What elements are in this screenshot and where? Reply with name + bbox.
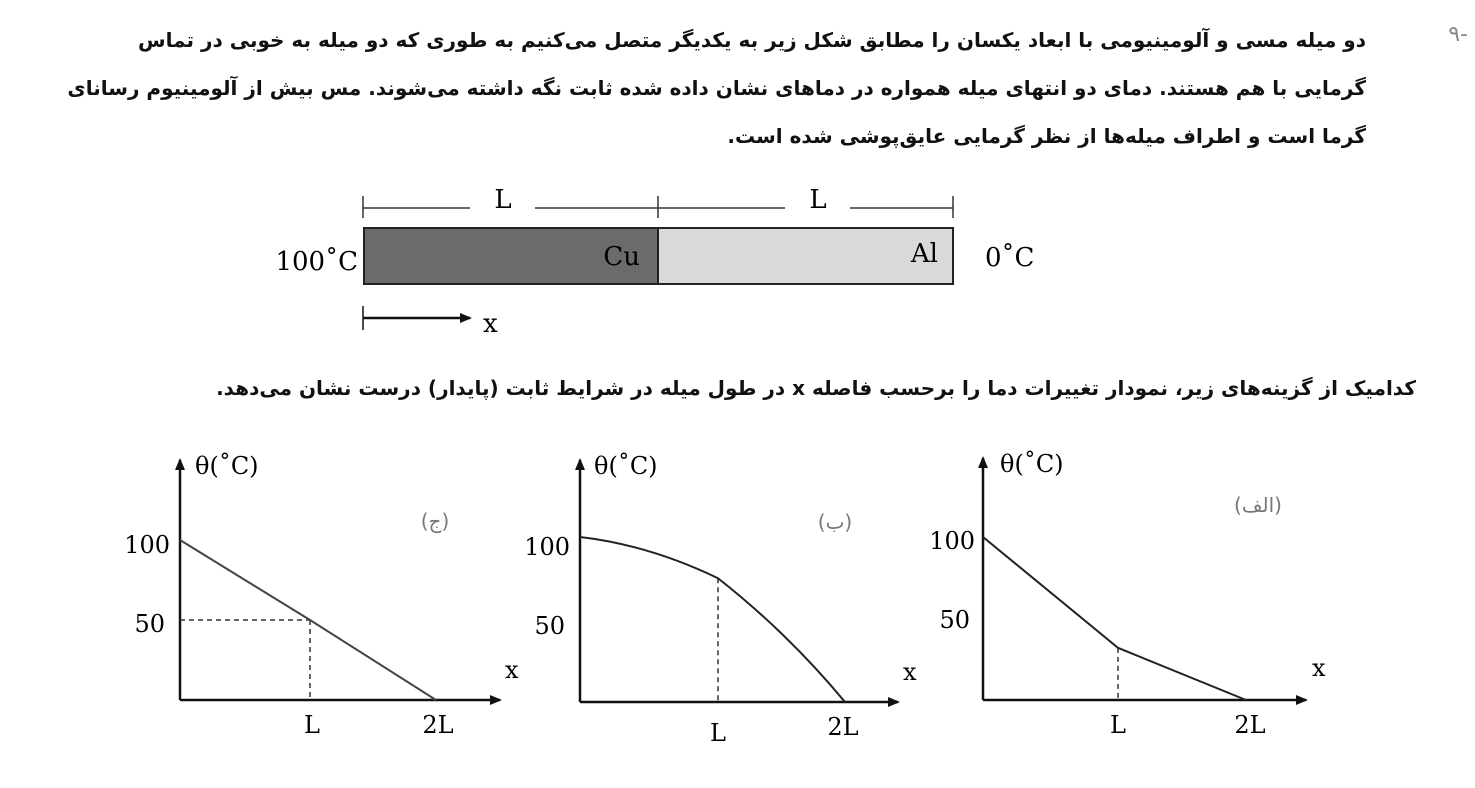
question-line-2: گرمایی با هم هستند. دمای دو انتهای میله همواره در دماهای نشان داده شده ثابت نگه داشته می‌شوند. مس بیش از آلومینیوم رسانای (67, 76, 1366, 100)
temperature-curve (580, 537, 845, 702)
y-axis-label: θ(˚C) (195, 452, 259, 480)
x-tick-L: L (1110, 711, 1126, 739)
y-tick-50: 50 (134, 610, 165, 638)
option-label: (ب) (817, 510, 853, 534)
aluminum-label: Al (910, 239, 938, 269)
copper-label: Cu (603, 242, 640, 272)
x-axis-label: x (1312, 654, 1326, 682)
question-number: -۹ (1448, 22, 1468, 47)
x-arrow-label: x (483, 309, 498, 339)
question-prompt: کدامیک از گزینه‌های زیر، نمودار تغییرات دما را برحسب فاصله x در طول میله در شرایط ثابت (پایدار) درست نشان می‌دهد. (216, 376, 1416, 400)
graph-option-b (524, 452, 917, 747)
x-tick-L: L (304, 711, 320, 739)
temperature-curve (983, 537, 1246, 700)
option-label: (الف) (1234, 493, 1282, 517)
aluminum-rod (658, 228, 953, 284)
graph-option-a (929, 450, 1326, 739)
x-axis-label: x (903, 658, 917, 686)
length-label-left: L (494, 185, 512, 215)
y-tick-50: 50 (939, 606, 970, 634)
y-axis-label: θ(˚C) (1000, 450, 1064, 478)
left-temperature: 100˚C (275, 247, 358, 277)
x-axis-label: x (505, 656, 519, 684)
y-tick-100: 100 (524, 533, 570, 561)
x-tick-2L: 2L (1234, 711, 1266, 739)
y-tick-100: 100 (124, 531, 170, 559)
right-temperature: 0˚C (985, 243, 1035, 273)
option-label: (ج) (420, 509, 450, 533)
length-dimension (363, 196, 953, 218)
y-tick-100: 100 (929, 527, 975, 555)
question-line-3: گرما است و اطراف میله‌ها از نظر گرمایی عایق‌پوشی شده است. (727, 124, 1366, 148)
x-tick-2L: 2L (827, 713, 859, 741)
y-tick-50: 50 (534, 612, 565, 640)
x-tick-2L: 2L (422, 711, 454, 739)
question-line-1: دو میله مسی و آلومینیومی با ابعاد یکسان را مطابق شکل زیر به یکدیگر متصل می‌کنیم به طوری که دو میله به خوبی در تماس (138, 28, 1366, 52)
y-axis-label: θ(˚C) (594, 452, 658, 480)
graph-option-c (124, 452, 519, 739)
rod-diagram (275, 185, 1034, 339)
length-label-right: L (809, 185, 827, 215)
x-tick-L: L (710, 719, 726, 747)
